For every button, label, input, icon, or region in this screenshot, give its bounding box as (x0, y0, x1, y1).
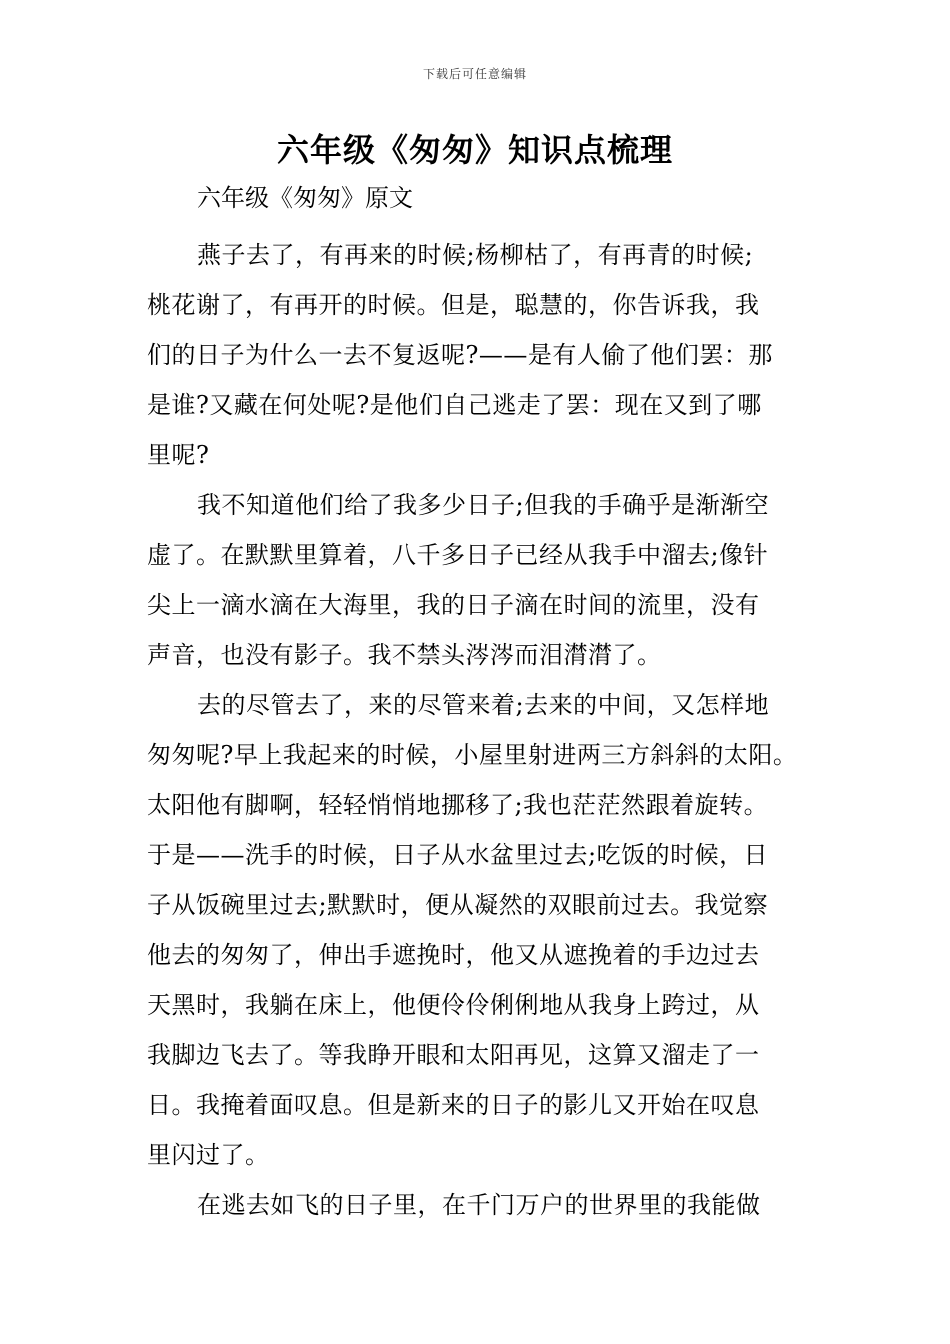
text-line: 太阳他有脚啊，轻轻悄悄地挪移了;我也茫茫然跟着旋转。 (147, 791, 769, 819)
text-line: 燕子去了，有再来的时候;杨柳枯了，有再青的时候; (197, 241, 754, 269)
text-line: 桃花谢了，有再开的时候。但是，聪慧的，你告诉我，我 (147, 291, 760, 319)
text-line: 我脚边飞去了。等我睁开眼和太阳再见，这算又溜走了一 (147, 1041, 760, 1069)
text-line: 去的尽管去了，来的尽管来着;去来的中间，又怎样地 (197, 691, 770, 719)
text-line: 匆匆呢?早上我起来的时候，小屋里射进两三方斜斜的太阳。 (147, 741, 798, 769)
text-line: 在逃去如飞的日子里，在千门万户的世界里的我能做 (197, 1191, 761, 1219)
text-line: 他去的匆匆了，伸出手遮挽时，他又从遮挽着的手边过去 (147, 941, 760, 969)
paragraph (147, 680, 827, 1180)
text-line: 子从饭碗里过去;默默时，便从凝然的双眼前过去。我觉察 (147, 891, 769, 919)
text-line: 尖上一滴水滴在大海里，我的日子滴在时间的流里，没有 (147, 591, 760, 619)
document-title: 六年级《匆匆》知识点梳理 (276, 131, 673, 169)
text-line: 日。我掩着面叹息。但是新来的日子的影儿又开始在叹息 (147, 1091, 760, 1119)
paragraph (147, 480, 827, 680)
text-line: 我不知道他们给了我多少日子;但我的手确乎是渐渐空 (197, 491, 770, 519)
text-line: 是谁?又藏在何处呢?是他们自己逃走了罢：现在又到了哪 (147, 391, 762, 419)
header-note: 下载后可任意编辑 (422, 67, 527, 81)
paragraph (147, 230, 827, 480)
body-text (147, 230, 827, 1230)
text-line: 天黑时，我躺在床上，他便伶伶俐俐地从我身上跨过，从 (147, 991, 760, 1019)
text-line: 声音，也没有影子。我不禁头涔涔而泪潸潸了。 (147, 641, 662, 669)
text-line: 虚了。在默默里算着，八千多日子已经从我手中溜去;像针 (147, 541, 769, 569)
text-line: 里闪过了。 (147, 1141, 270, 1169)
text-line: 里呢? (147, 441, 210, 469)
paragraph (147, 1180, 827, 1230)
section-subtitle: 六年级《匆匆》原文 (197, 184, 413, 212)
text-line: 们的日子为什么一去不复返呢?——是有人偷了他们罢：那 (147, 341, 773, 369)
text-line: 于是——洗手的时候，日子从水盆里过去;吃饭的时候，日 (147, 841, 769, 869)
